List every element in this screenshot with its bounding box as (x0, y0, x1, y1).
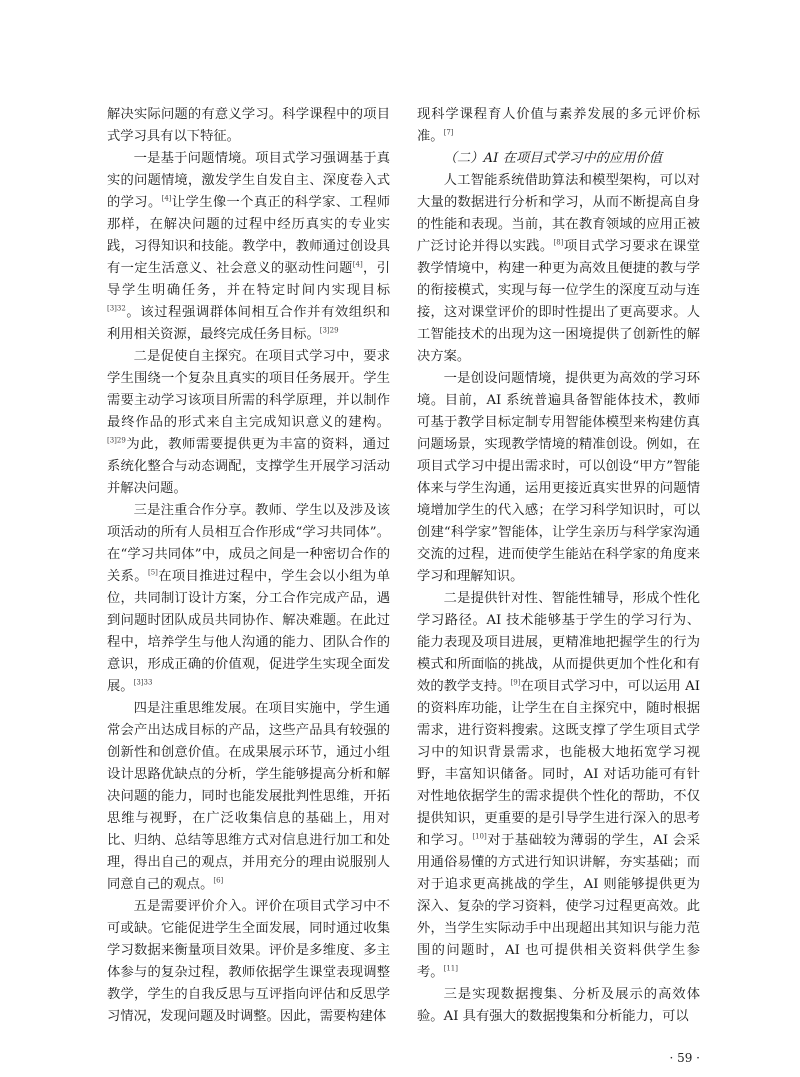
right-column (417, 104, 700, 1028)
paragraph-text: 解决实际问题的有意义学习。科学课程中的项目式学习具有以下特征。 (107, 107, 390, 144)
citation-ref: [3]29 (107, 436, 126, 445)
paragraph-text: 为此，教师需要提供更为丰富的资料，通过系统化整合与动态调配，支撑学生开展学习活动并解决问题。 (107, 437, 390, 496)
paragraph-text: 一是基于问题情境。项目式学习强调基于真实的问题情境，激发学生自发自主、深度卷入式的学习。 (107, 151, 390, 210)
paragraph (107, 148, 390, 346)
section-subheading (417, 148, 700, 170)
paragraph-text: 四是注重思维发展。在项目实施中，学生通常会产出达成目标的产品，这些产品具有较强的创新性和创意价值。在成果展示环节，通过小组设计思路优缺点的分析，学生能够提高分析和解决问题的能力，同时也能发展批判性思维，开拓思维与视野，在广泛收集信息的基础上，用对比、归纳、总结等思维方式对信息进行加工和处理，得出自己的观点，并用充分的理由说服别人同意自己的观点。 (107, 701, 390, 892)
paragraph (107, 500, 390, 698)
citation-ref: [7] (443, 128, 454, 137)
paragraph-text: 项目式学习要求在课堂教学情境中，构建一种更为高效且便捷的教与学的衔接模式，实现与每一位学生的深度互动与连接，这对课堂评价的即时性提出了更高要求。人工智能技术的出现为这一困境提供了创新性的解决方案。 (417, 239, 701, 364)
paragraph (107, 346, 390, 500)
citation-ref: [6] (213, 876, 224, 885)
page-number: · 59 · (669, 1051, 700, 1065)
paragraph-text: ，引导学生明确任务，并在特定时间内实现目标 (107, 261, 391, 298)
citation-ref: [5] (147, 568, 158, 577)
paragraph-text: 。该过程强调群体间相互合作并有效组织和利用相关资源，最终完成任务目标。 (107, 305, 390, 342)
citation-ref: [3]33 (133, 678, 153, 687)
paragraph (417, 368, 700, 588)
paragraph-text: 让学生像一个真正的科学家、工程师那样，在解决问题的过程中经历真实的专业实践，习得知识和技能。教学中，教师通过创设具有一定生活意义、社会意义的驱动性问题 (107, 195, 391, 276)
paragraph-text: 现科学课程育人价值与素养发展的多元评价标准。 (417, 107, 700, 144)
left-column (107, 104, 390, 1028)
citation-ref: [4] (161, 194, 172, 203)
citation-ref: [11] (443, 964, 458, 973)
paragraph (107, 104, 390, 148)
citation-ref: [3]32 (107, 304, 126, 313)
citation-ref: [8] (553, 238, 564, 247)
citation-ref: [10] (472, 832, 487, 841)
paragraph-text: （二）AI 在项目式学习中的应用价值 (443, 151, 663, 166)
paragraph-text: 在项目推进过程中，学生会以小组为单位，共同制订设计方案，分工合作完成产品，遇到问题时团队成员共同协作、解决难题。在此过程中，培养学生与他人沟通的能力、团队合作的意识，形成正确的价值观，促进学生实现全面发展。 (107, 569, 391, 694)
paragraph (417, 984, 700, 1028)
paragraph (417, 588, 700, 984)
paragraph-text: 三是注重合作分享。教师、学生以及涉及该项活动的所有人员相互合作形成“学习共同体”。在“学习共同体”中，成员之间是一种密切合作的关系。 (107, 503, 390, 584)
citation-ref: [3]29 (319, 326, 339, 335)
paragraph (107, 698, 390, 896)
paragraph-text: 对于基础较为薄弱的学生，AI 会采用通俗易懂的方式进行知识讲解，夯实基础；而对于追求更高挑战的学生，AI 则能够提供更为深入、复杂的学习资料，使学习过程更高效。此外，当学生实际动手中出现超出其知识与能力范围的问题时，AI 也可提供相关资料供学生参考。 (417, 833, 700, 980)
paragraph-text: 一是创设问题情境，提供更为高效的学习环境。目前，AI 系统普遍具备智能体技术，教师可基于教学目标定制专用智能体模型来构建仿真问题场景，实现教学情境的精准创设。例如，在项目式学习中提出需求时，可以创设“甲方”智能体来与学生沟通，运用更接近真实世界的问题情境增加学生的代入感；在学习科学知识时，可以创建“科学家”智能体，让学生亲历与科学家沟通交流的过程，进而使学生能站在科学家的角度来学习和理解知识。 (417, 371, 700, 584)
citation-ref: [4] (352, 260, 363, 269)
paragraph-text: 三是实现数据搜集、分析及展示的高效体验。AI 具有强大的数据搜集和分析能力，可以 (417, 987, 700, 1024)
paragraph-text: 在项目式学习中，可以运用 AI 的资料库功能，让学生在自主探究中，随时根据需求，进行资料搜索。这既支撑了学生项目式学习中的知识背景需求，也能极大地拓宽学习视野，丰富知识储备。同时，AI 对话功能可有针对性地依据学生的需求提供个性化的帮助，不仅提供知识，更重要的是引导学生进行深入的思考和学习。 (417, 679, 700, 848)
paragraph-text: 五是需要评价介入。评价在项目式学习中不可或缺。它能促进学生全面发展，同时通过收集学习数据来衡量项目效果。评价是多维度、多主体参与的复杂过程，教师依据学生课堂表现调整教学，学生的自我反思与互评指向评估和反思学习情况，发现问题及时调整。因此，需要构建体 (107, 899, 390, 1024)
paragraph (107, 896, 390, 1028)
paragraph-text: 二是促使自主探究。在项目式学习中，要求学生围绕一个复杂且真实的项目任务展开。学生需要主动学习该项目所需的科学原理，并以制作最终作品的形式来自主完成知识意义的建构。 (107, 349, 390, 430)
paragraph (417, 104, 700, 148)
citation-ref: [9] (510, 678, 521, 687)
paragraph (417, 170, 700, 368)
paragraph-text: 人工智能系统借助算法和模型架构，可以对大量的数据进行分析和学习，从而不断提高自身的性能和表现。当前，其在教育领域的应用正被广泛讨论并得以实践。 (417, 173, 700, 254)
paragraph-text: 二是提供针对性、智能性辅导，形成个性化学习路径。AI 技术能够基于学生的学习行为、能力表现及项目进展，更精准地把握学生的行为模式和所面临的挑战，从而提供更加个性化和有效的教学支持。 (417, 591, 700, 694)
